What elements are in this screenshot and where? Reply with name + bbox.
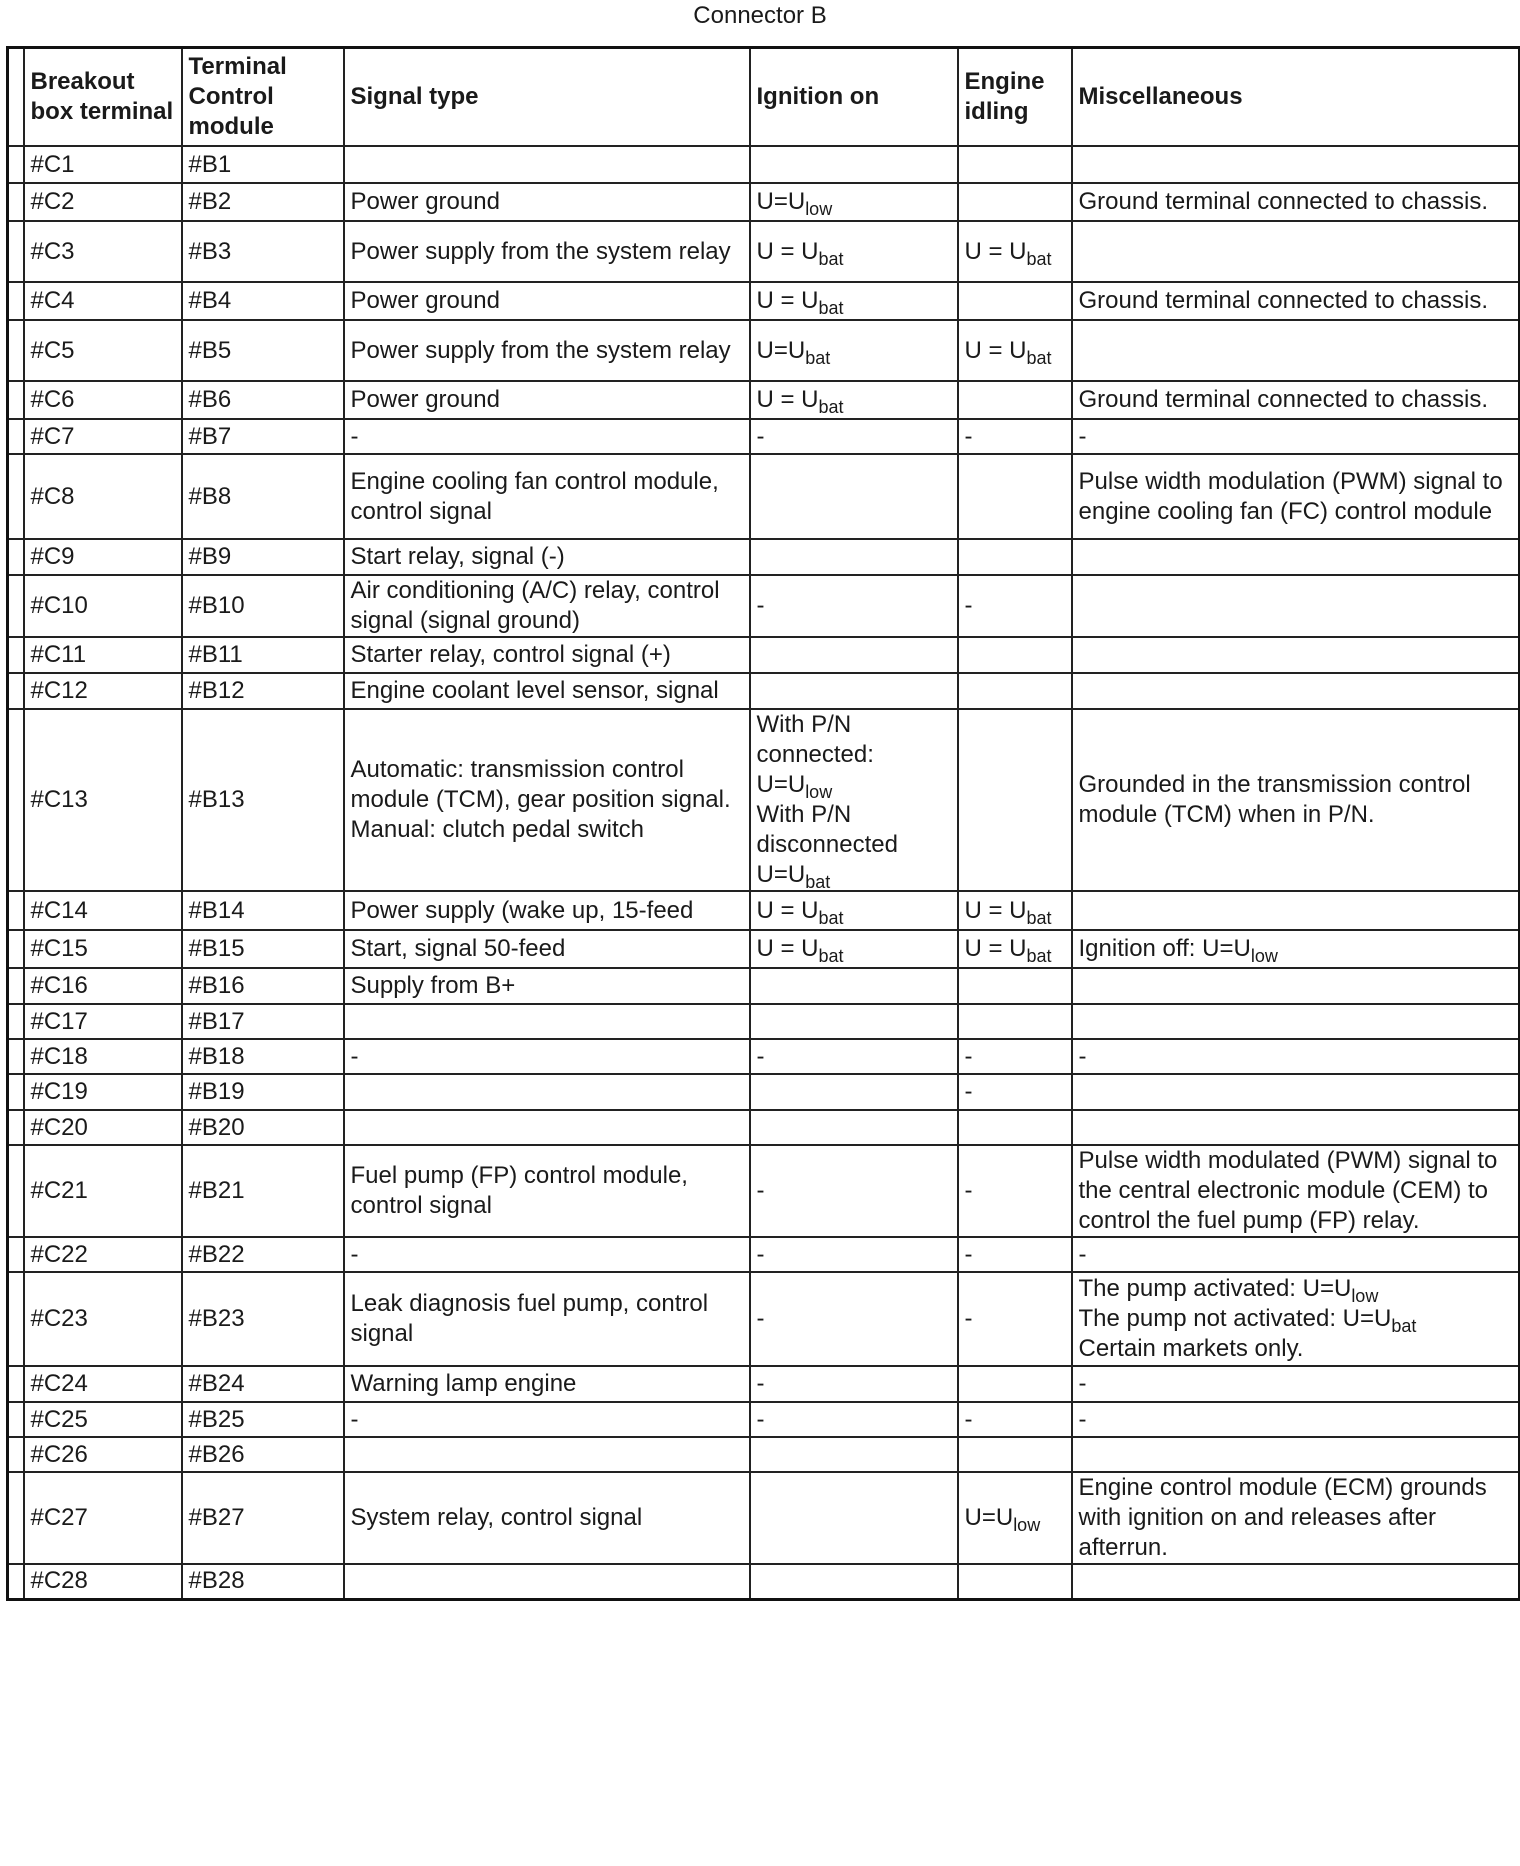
control-module-terminal-cell: #B8 bbox=[182, 454, 344, 539]
ignition-on-cell bbox=[750, 1004, 958, 1039]
gutter-cell bbox=[8, 930, 24, 968]
ignition-on-cell bbox=[750, 1110, 958, 1145]
engine-idling-cell bbox=[958, 539, 1072, 575]
miscellaneous-cell: - bbox=[1072, 1039, 1520, 1074]
signal-type-cell: - bbox=[344, 1402, 750, 1437]
connector-caption: Connector B bbox=[693, 2, 827, 29]
signal-type-cell: Power supply from the system relay bbox=[344, 320, 750, 381]
table-row bbox=[8, 221, 1520, 282]
miscellaneous-cell bbox=[1072, 1110, 1520, 1145]
table-row bbox=[8, 1564, 1520, 1599]
header-breakout-box-terminal: Breakout box terminal bbox=[24, 48, 182, 147]
breakout-terminal-cell: #C19 bbox=[24, 1074, 182, 1110]
table-row bbox=[8, 891, 1520, 930]
ignition-on-cell: $U = U_{bat}$ bbox=[750, 891, 958, 930]
ignition-on-cell bbox=[750, 1564, 958, 1599]
engine-idling-cell bbox=[958, 1366, 1072, 1402]
engine-idling-cell: $U = U_{bat}$ bbox=[958, 930, 1072, 968]
ignition-on-cell: - bbox=[750, 575, 958, 637]
control-module-terminal-cell: #B19 bbox=[182, 1074, 344, 1110]
ignition-on-cell: $U = U_{bat}$ bbox=[750, 282, 958, 320]
engine-idling-cell: $U = U_{bat}$ bbox=[958, 320, 1072, 381]
ignition-on-cell bbox=[750, 454, 958, 539]
table-row bbox=[8, 1074, 1520, 1110]
miscellaneous-cell bbox=[1072, 1074, 1520, 1110]
control-module-terminal-cell: #B7 bbox=[182, 419, 344, 454]
table-row bbox=[8, 282, 1520, 320]
engine-idling-cell bbox=[958, 183, 1072, 221]
control-module-terminal-cell: #B23 bbox=[182, 1272, 344, 1366]
gutter-cell bbox=[8, 1366, 24, 1402]
miscellaneous-cell: Pulse width modulated (PWM) signal to the central electronic module (CEM) to control the fuel pump (FP) relay. bbox=[1072, 1145, 1520, 1237]
signal-type-cell bbox=[344, 1564, 750, 1599]
signal-type-cell: System relay, control signal bbox=[344, 1472, 750, 1564]
breakout-terminal-cell: #C20 bbox=[24, 1110, 182, 1145]
table-row bbox=[8, 1472, 1520, 1564]
control-module-terminal-cell: #B10 bbox=[182, 575, 344, 637]
miscellaneous-cell: The pump activated: $U=U_{low}$ The pump not activated: $U=U_{bat}$ Certain markets only. bbox=[1072, 1272, 1520, 1366]
control-module-terminal-cell: #B27 bbox=[182, 1472, 344, 1564]
connector-table bbox=[6, 46, 1520, 1601]
breakout-terminal-cell: #C15 bbox=[24, 930, 182, 968]
control-module-terminal-cell: #B5 bbox=[182, 320, 344, 381]
engine-idling-cell: - bbox=[958, 1039, 1072, 1074]
gutter-cell bbox=[8, 673, 24, 709]
control-module-terminal-cell: #B28 bbox=[182, 1564, 344, 1599]
control-module-terminal-cell: #B3 bbox=[182, 221, 344, 282]
engine-idling-cell: $U=U_{low}$ bbox=[958, 1472, 1072, 1564]
engine-idling-cell bbox=[958, 637, 1072, 673]
engine-idling-cell bbox=[958, 1437, 1072, 1472]
signal-type-cell: Leak diagnosis fuel pump, control signal bbox=[344, 1272, 750, 1366]
header-miscellaneous: Miscellaneous bbox=[1072, 48, 1520, 147]
table-row bbox=[8, 320, 1520, 381]
gutter-cell bbox=[8, 575, 24, 637]
header-ignition-on: Ignition on bbox=[750, 48, 958, 147]
ignition-on-cell bbox=[750, 1437, 958, 1472]
miscellaneous-cell: - bbox=[1072, 1366, 1520, 1402]
miscellaneous-cell: - bbox=[1072, 419, 1520, 454]
engine-idling-cell: - bbox=[958, 1074, 1072, 1110]
table-row bbox=[8, 381, 1520, 419]
table-row bbox=[8, 709, 1520, 891]
breakout-terminal-cell: #C25 bbox=[24, 1402, 182, 1437]
engine-idling-cell: $U = U_{bat}$ bbox=[958, 891, 1072, 930]
engine-idling-cell bbox=[958, 1004, 1072, 1039]
ignition-on-cell bbox=[750, 673, 958, 709]
miscellaneous-cell: Pulse width modulation (PWM) signal to engine cooling fan (FC) control module bbox=[1072, 454, 1520, 539]
miscellaneous-cell: Ground terminal connected to chassis. bbox=[1072, 282, 1520, 320]
ignition-on-cell: $U=U_{low}$ bbox=[750, 183, 958, 221]
gutter-cell bbox=[8, 221, 24, 282]
ignition-on-cell: - bbox=[750, 1366, 958, 1402]
miscellaneous-cell bbox=[1072, 673, 1520, 709]
gutter-cell bbox=[8, 454, 24, 539]
table-row bbox=[8, 454, 1520, 539]
engine-idling-cell: - bbox=[958, 575, 1072, 637]
control-module-terminal-cell: #B1 bbox=[182, 146, 344, 183]
engine-idling-cell bbox=[958, 1564, 1072, 1599]
control-module-terminal-cell: #B15 bbox=[182, 930, 344, 968]
table-row bbox=[8, 968, 1520, 1004]
gutter-cell bbox=[8, 539, 24, 575]
control-module-terminal-cell: #B24 bbox=[182, 1366, 344, 1402]
breakout-terminal-cell: #C28 bbox=[24, 1564, 182, 1599]
engine-idling-cell bbox=[958, 381, 1072, 419]
signal-type-cell bbox=[344, 1110, 750, 1145]
gutter-cell bbox=[8, 1402, 24, 1437]
ignition-on-cell bbox=[750, 1472, 958, 1564]
table-row bbox=[8, 637, 1520, 673]
breakout-terminal-cell: #C22 bbox=[24, 1237, 182, 1272]
ignition-on-cell: With P/N connected: $U=U_{low}$ With P/N disconnected $U=U_{bat}$ bbox=[750, 709, 958, 891]
ignition-on-cell: - bbox=[750, 1272, 958, 1366]
control-module-terminal-cell: #B14 bbox=[182, 891, 344, 930]
engine-idling-cell: - bbox=[958, 1272, 1072, 1366]
miscellaneous-cell: Ground terminal connected to chassis. bbox=[1072, 381, 1520, 419]
table-row bbox=[8, 1039, 1520, 1074]
miscellaneous-cell: - bbox=[1072, 1237, 1520, 1272]
miscellaneous-cell: Grounded in the transmission control module (TCM) when in P/N. bbox=[1072, 709, 1520, 891]
breakout-terminal-cell: #C11 bbox=[24, 637, 182, 673]
gutter-cell bbox=[8, 381, 24, 419]
engine-idling-cell: - bbox=[958, 1237, 1072, 1272]
miscellaneous-cell bbox=[1072, 146, 1520, 183]
engine-idling-cell bbox=[958, 673, 1072, 709]
control-module-terminal-cell: #B16 bbox=[182, 968, 344, 1004]
control-module-terminal-cell: #B2 bbox=[182, 183, 344, 221]
control-module-terminal-cell: #B6 bbox=[182, 381, 344, 419]
table-row bbox=[8, 419, 1520, 454]
control-module-terminal-cell: #B22 bbox=[182, 1237, 344, 1272]
ignition-on-cell bbox=[750, 539, 958, 575]
miscellaneous-cell bbox=[1072, 1004, 1520, 1039]
table-row bbox=[8, 146, 1520, 183]
gutter-cell bbox=[8, 146, 24, 183]
signal-type-cell: Engine cooling fan control module, control signal bbox=[344, 454, 750, 539]
signal-type-cell: Supply from B+ bbox=[344, 968, 750, 1004]
engine-idling-cell bbox=[958, 146, 1072, 183]
engine-idling-cell: - bbox=[958, 1145, 1072, 1237]
control-module-terminal-cell: #B21 bbox=[182, 1145, 344, 1237]
table-row bbox=[8, 539, 1520, 575]
gutter-cell bbox=[8, 48, 24, 147]
gutter-cell bbox=[8, 1564, 24, 1599]
miscellaneous-cell: Ground terminal connected to chassis. bbox=[1072, 183, 1520, 221]
control-module-terminal-cell: #B20 bbox=[182, 1110, 344, 1145]
miscellaneous-cell bbox=[1072, 575, 1520, 637]
signal-type-cell: Power ground bbox=[344, 183, 750, 221]
breakout-terminal-cell: #C17 bbox=[24, 1004, 182, 1039]
ignition-on-cell bbox=[750, 968, 958, 1004]
engine-idling-cell bbox=[958, 968, 1072, 1004]
breakout-terminal-cell: #C21 bbox=[24, 1145, 182, 1237]
table-row bbox=[8, 673, 1520, 709]
signal-type-cell: Start, signal 50-feed bbox=[344, 930, 750, 968]
breakout-terminal-cell: #C12 bbox=[24, 673, 182, 709]
gutter-cell bbox=[8, 891, 24, 930]
control-module-terminal-cell: #B18 bbox=[182, 1039, 344, 1074]
signal-type-cell bbox=[344, 1004, 750, 1039]
gutter-cell bbox=[8, 320, 24, 381]
control-module-terminal-cell: #B13 bbox=[182, 709, 344, 891]
miscellaneous-cell: Engine control module (ECM) grounds with ignition on and releases after afterrun. bbox=[1072, 1472, 1520, 1564]
ignition-on-cell: - bbox=[750, 1237, 958, 1272]
table-row bbox=[8, 1272, 1520, 1366]
signal-type-cell bbox=[344, 1437, 750, 1472]
ignition-on-cell: - bbox=[750, 1039, 958, 1074]
ignition-on-cell: - bbox=[750, 1145, 958, 1237]
signal-type-cell: Start relay, signal (-) bbox=[344, 539, 750, 575]
miscellaneous-cell bbox=[1072, 1437, 1520, 1472]
breakout-terminal-cell: #C4 bbox=[24, 282, 182, 320]
table-row bbox=[8, 183, 1520, 221]
breakout-terminal-cell: #C6 bbox=[24, 381, 182, 419]
miscellaneous-cell: - bbox=[1072, 1402, 1520, 1437]
signal-type-cell: Engine coolant level sensor, signal bbox=[344, 673, 750, 709]
signal-type-cell: Power ground bbox=[344, 381, 750, 419]
gutter-cell bbox=[8, 1437, 24, 1472]
signal-type-cell bbox=[344, 1074, 750, 1110]
signal-type-cell: Warning lamp engine bbox=[344, 1366, 750, 1402]
breakout-terminal-cell: #C1 bbox=[24, 146, 182, 183]
control-module-terminal-cell: #B4 bbox=[182, 282, 344, 320]
gutter-cell bbox=[8, 1039, 24, 1074]
control-module-terminal-cell: #B17 bbox=[182, 1004, 344, 1039]
header-terminal-control-module: Terminal Control module bbox=[182, 48, 344, 147]
gutter-cell bbox=[8, 1074, 24, 1110]
control-module-terminal-cell: #B9 bbox=[182, 539, 344, 575]
table-row bbox=[8, 1004, 1520, 1039]
ignition-on-cell: - bbox=[750, 1402, 958, 1437]
breakout-terminal-cell: #C7 bbox=[24, 419, 182, 454]
miscellaneous-cell bbox=[1072, 1564, 1520, 1599]
breakout-terminal-cell: #C5 bbox=[24, 320, 182, 381]
header-signal-type: Signal type bbox=[344, 48, 750, 147]
signal-type-cell bbox=[344, 146, 750, 183]
table-row bbox=[8, 1145, 1520, 1237]
gutter-cell bbox=[8, 1272, 24, 1366]
table-row bbox=[8, 575, 1520, 637]
engine-idling-cell bbox=[958, 709, 1072, 891]
miscellaneous-cell: Ignition off: $U=U_{low}$ bbox=[1072, 930, 1520, 968]
ignition-on-cell: $U=U_{bat}$ bbox=[750, 320, 958, 381]
table-row bbox=[8, 1366, 1520, 1402]
signal-type-cell: Power supply from the system relay bbox=[344, 221, 750, 282]
ignition-on-cell: $U = U_{bat}$ bbox=[750, 221, 958, 282]
table-row bbox=[8, 1402, 1520, 1437]
engine-idling-cell bbox=[958, 282, 1072, 320]
table-row bbox=[8, 1237, 1520, 1272]
gutter-cell bbox=[8, 968, 24, 1004]
gutter-cell bbox=[8, 637, 24, 673]
breakout-terminal-cell: #C16 bbox=[24, 968, 182, 1004]
breakout-terminal-cell: #C23 bbox=[24, 1272, 182, 1366]
gutter-cell bbox=[8, 1004, 24, 1039]
engine-idling-cell: $U = U_{bat}$ bbox=[958, 221, 1072, 282]
breakout-terminal-cell: #C9 bbox=[24, 539, 182, 575]
control-module-terminal-cell: #B12 bbox=[182, 673, 344, 709]
breakout-terminal-cell: #C26 bbox=[24, 1437, 182, 1472]
miscellaneous-cell bbox=[1072, 320, 1520, 381]
signal-type-cell: Starter relay, control signal (+) bbox=[344, 637, 750, 673]
gutter-cell bbox=[8, 1237, 24, 1272]
breakout-terminal-cell: #C10 bbox=[24, 575, 182, 637]
control-module-terminal-cell: #B26 bbox=[182, 1437, 344, 1472]
signal-type-cell: Power supply (wake up, 15-feed bbox=[344, 891, 750, 930]
header-engine-idling: Engine idling bbox=[958, 48, 1072, 147]
gutter-cell bbox=[8, 1110, 24, 1145]
signal-type-cell: - bbox=[344, 1039, 750, 1074]
table-row bbox=[8, 930, 1520, 968]
control-module-terminal-cell: #B25 bbox=[182, 1402, 344, 1437]
signal-type-cell: Air conditioning (A/C) relay, control signal (signal ground) bbox=[344, 575, 750, 637]
miscellaneous-cell bbox=[1072, 221, 1520, 282]
signal-type-cell: - bbox=[344, 1237, 750, 1272]
gutter-cell bbox=[8, 709, 24, 891]
engine-idling-cell bbox=[958, 1110, 1072, 1145]
gutter-cell bbox=[8, 183, 24, 221]
ignition-on-cell bbox=[750, 637, 958, 673]
breakout-terminal-cell: #C14 bbox=[24, 891, 182, 930]
breakout-terminal-cell: #C24 bbox=[24, 1366, 182, 1402]
header-row bbox=[8, 48, 1520, 147]
table-body bbox=[8, 146, 1520, 1599]
gutter-cell bbox=[8, 282, 24, 320]
signal-type-cell: Fuel pump (FP) control module, control signal bbox=[344, 1145, 750, 1237]
control-module-terminal-cell: #B11 bbox=[182, 637, 344, 673]
breakout-terminal-cell: #C3 bbox=[24, 221, 182, 282]
miscellaneous-cell bbox=[1072, 968, 1520, 1004]
ignition-on-cell: - bbox=[750, 419, 958, 454]
signal-type-cell: - bbox=[344, 419, 750, 454]
signal-type-cell: Power ground bbox=[344, 282, 750, 320]
breakout-terminal-cell: #C8 bbox=[24, 454, 182, 539]
ignition-on-cell: $U = U_{bat}$ bbox=[750, 381, 958, 419]
miscellaneous-cell bbox=[1072, 539, 1520, 575]
breakout-terminal-cell: #C18 bbox=[24, 1039, 182, 1074]
ignition-on-cell: $U = U_{bat}$ bbox=[750, 930, 958, 968]
ignition-on-cell bbox=[750, 146, 958, 183]
ignition-on-cell bbox=[750, 1074, 958, 1110]
miscellaneous-cell bbox=[1072, 891, 1520, 930]
signal-type-cell: Automatic: transmission control module (TCM), gear position signal. Manual: clutch pedal switch bbox=[344, 709, 750, 891]
breakout-terminal-cell: #C13 bbox=[24, 709, 182, 891]
breakout-terminal-cell: #C2 bbox=[24, 183, 182, 221]
engine-idling-cell bbox=[958, 454, 1072, 539]
miscellaneous-cell bbox=[1072, 637, 1520, 673]
breakout-terminal-cell: #C27 bbox=[24, 1472, 182, 1564]
gutter-cell bbox=[8, 419, 24, 454]
table-row bbox=[8, 1110, 1520, 1145]
table-row bbox=[8, 1437, 1520, 1472]
engine-idling-cell: - bbox=[958, 419, 1072, 454]
gutter-cell bbox=[8, 1472, 24, 1564]
gutter-cell bbox=[8, 1145, 24, 1237]
engine-idling-cell: - bbox=[958, 1402, 1072, 1437]
